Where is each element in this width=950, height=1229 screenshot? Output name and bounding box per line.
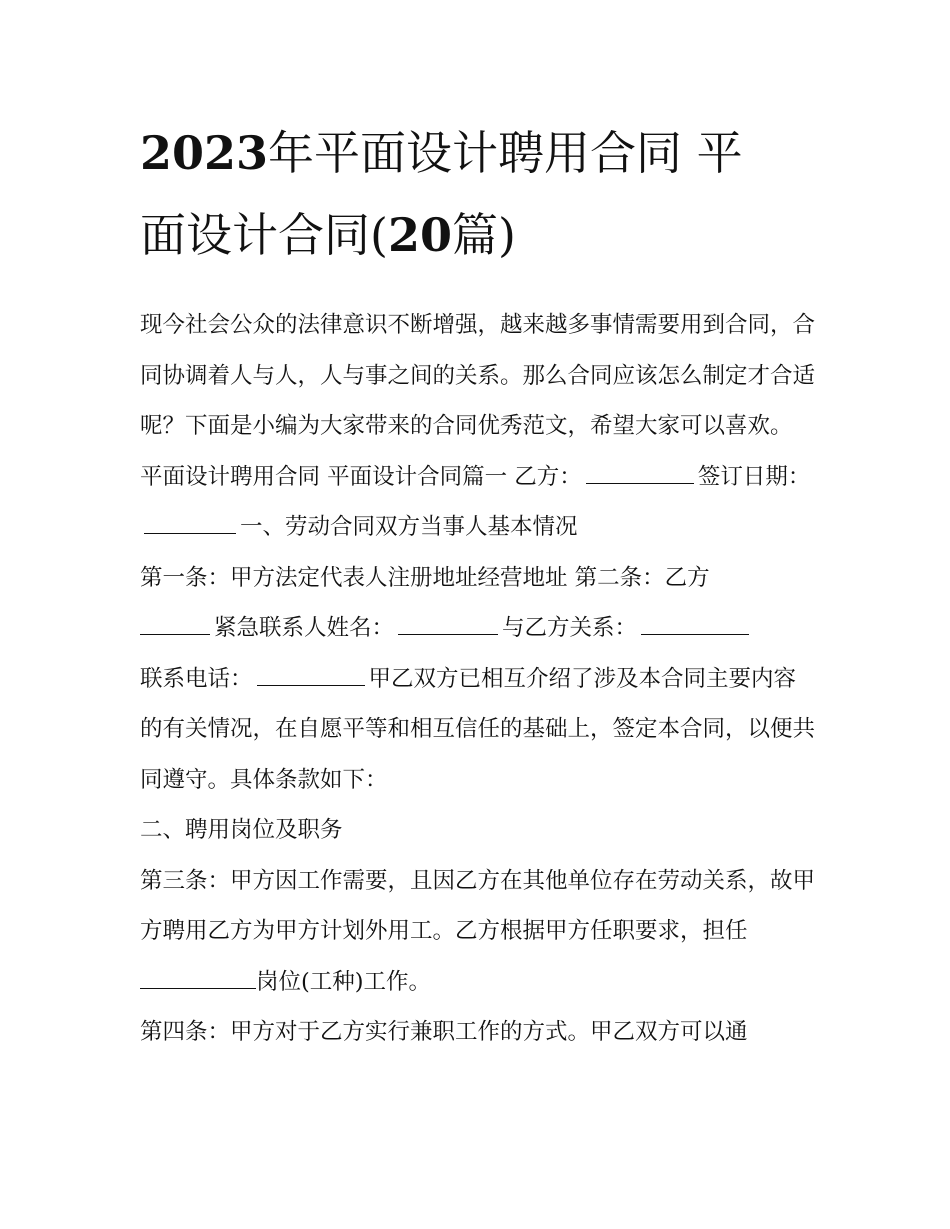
document-page [140,112,815,1058]
title-text-line1: 年平面设计聘用合同 平 [268,126,743,180]
contract-paragraph-1 [140,452,815,553]
contract-paragraph-2 [140,553,815,806]
para3-text-b: 岗位(工种)工作。 [256,968,432,995]
para1-text-a: 平面设计聘用合同 平面设计合同篇一 乙方： [140,463,582,490]
party-b-blank [586,465,694,484]
title-count: 20 [387,208,452,262]
para2-text-b: 紧急联系人姓名： [214,615,395,641]
title-year: 2023 [140,126,269,180]
intro-paragraph: 现今社会公众的法律意识不断增强，越来越多事情需要用到合同，合同协调着人与人，人与事之间的关系。那么合同应该怎么制定才合适呢？下面是小编为大家带来的合同优秀范文，希望大家可以喜欢。 [140,312,816,439]
contract-paragraph-3 [140,856,815,1008]
document-title [140,112,815,276]
contract-paragraph-4: 第四条：甲方对于乙方实行兼职工作的方式。甲乙双方可以通 [140,1019,748,1045]
position-blank [140,970,256,989]
emergency-contact-blank [398,616,498,635]
para2-text-c: 与乙方关系： [502,615,638,641]
para1-text-b: 签订日期： [697,463,811,490]
para2-text-a: 第一条：甲方法定代表人注册地址经营地址 第二条：乙方 [140,564,710,591]
relationship-blank [641,616,749,635]
para2-text-e: 甲乙双方已相互介绍了涉及本合同主要内容的有关情况，在自愿平等和相互信任的基础上，签定本合同，以便共同遵守。具体条款如下： [140,665,816,793]
phone-blank [257,667,365,686]
para3-text-a: 第三条：甲方因工作需要，且因乙方在其他单位存在劳动关系，故甲方聘用乙方为甲方计划外用工。乙方根据甲方任职要求，担任 [140,867,816,944]
section-heading-2: 二、聘用岗位及职务 [140,817,343,843]
title-text-line2-a: 面设计合同( [140,208,388,262]
party-b-name-blank [140,616,210,635]
title-text-line2-b: 篇) [451,208,516,262]
para2-text-d: 联系电话： [140,665,253,692]
para1-text-c: 一、劳动合同双方当事人基本情况 [240,514,578,540]
sign-date-blank [144,515,236,534]
